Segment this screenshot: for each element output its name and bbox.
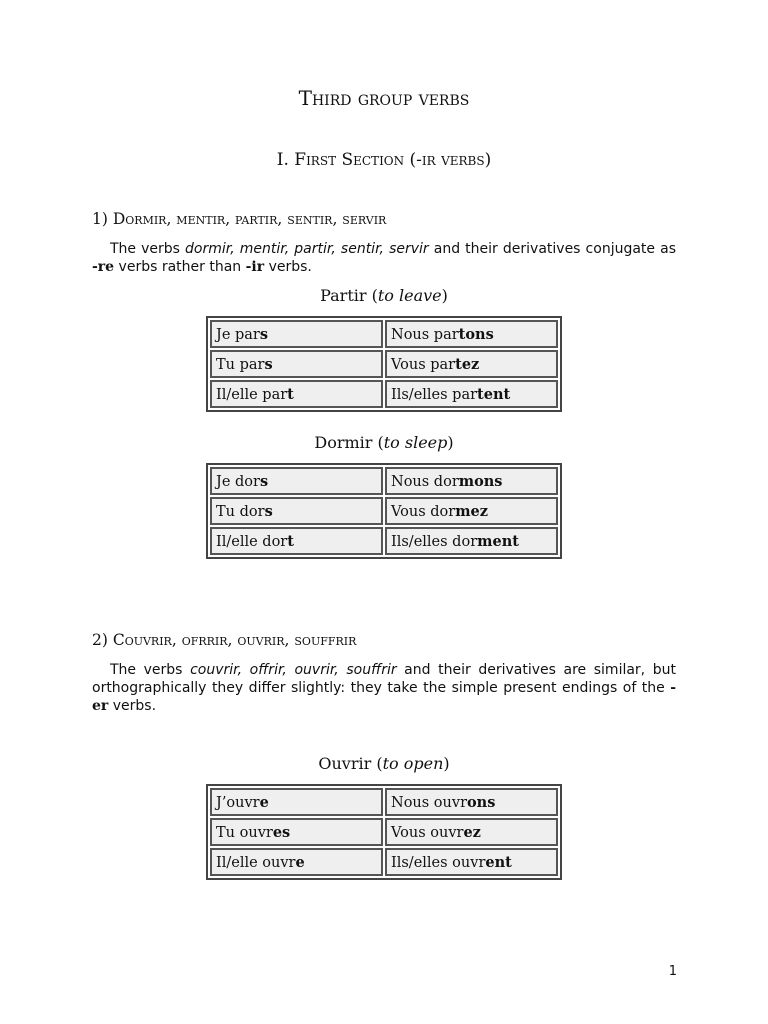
table-row	[210, 818, 558, 846]
para2-text-b: and their derivatives are similar, but orthographically they differ slightly: they take the simple present endings of the	[92, 662, 676, 696]
para1-text-d: verbs.	[264, 259, 312, 275]
table-cell	[385, 320, 558, 348]
partir-table	[206, 316, 562, 412]
verb-stem: Nous dor	[391, 473, 459, 490]
partir-heading	[0, 286, 768, 305]
ouvrir-table	[206, 784, 562, 880]
subsection-heading-2: 2) Couvrir, ofrrir, ouvrir, souffrir	[92, 631, 357, 649]
verb-ending: s	[264, 502, 273, 520]
table-cell	[385, 527, 558, 555]
paragraph-1	[92, 240, 676, 276]
table-cell	[385, 350, 558, 378]
ouvrir-heading	[0, 754, 768, 773]
page-title: Third group verbs	[298, 86, 470, 110]
verb-ending: e	[259, 793, 269, 811]
table-row	[210, 380, 558, 408]
table-cell	[210, 380, 383, 408]
verb-ending: s	[264, 355, 273, 373]
verb-ending: es	[272, 823, 291, 841]
verb-stem: Ils/elles dor	[391, 533, 478, 550]
section-heading: I. First Section (-ir verbs)	[276, 150, 492, 170]
subsection-heading-1: 1) Dormir, mentir, partir, sentir, servir	[92, 210, 387, 228]
verb-ending: ent	[485, 853, 512, 871]
verb-ending: s	[259, 325, 269, 343]
verb-ending: t	[287, 532, 294, 550]
table-cell	[385, 497, 558, 525]
para2-er: -er	[92, 680, 676, 714]
para2-text-c: verbs.	[108, 698, 157, 714]
verb-ending: tons	[458, 325, 494, 343]
verb-ending: ez	[463, 823, 481, 841]
verb-stem: Vous ouvr	[391, 824, 464, 841]
verb-stem: Vous par	[391, 356, 456, 373]
para2-verbs: couvrir, offrir, ouvrir, souffrir	[190, 662, 397, 678]
ouvrir-gloss: to open	[382, 754, 444, 773]
verb-ending: mons	[458, 472, 503, 490]
table-row	[210, 350, 558, 378]
verb-stem: Nous par	[391, 326, 459, 343]
para1-re: -re	[92, 259, 115, 275]
para1-text-b: and their derivatives conjugate as	[428, 241, 676, 257]
partir-gloss: to leave	[377, 286, 442, 305]
verb-ending: s	[259, 472, 269, 490]
table-cell	[385, 818, 558, 846]
verb-ending: e	[295, 853, 305, 871]
verb-ending: mez	[455, 502, 489, 520]
verb-ending: tent	[477, 385, 511, 403]
table-cell	[210, 527, 383, 555]
dormir-gloss: to sleep	[383, 433, 448, 452]
table-cell	[210, 818, 383, 846]
table-row	[210, 497, 558, 525]
verb-stem: Ils/elles par	[391, 386, 478, 403]
table-cell	[210, 320, 383, 348]
para1-text-a: The verbs	[110, 241, 186, 257]
ouvrir-close: )	[443, 754, 450, 773]
table-cell	[385, 467, 558, 495]
verb-ending: ons	[467, 793, 496, 811]
verb-stem: Il/elle par	[216, 386, 288, 403]
verb-stem: Vous dor	[391, 503, 456, 520]
table-row	[210, 527, 558, 555]
dormir-name: Dormir (	[314, 433, 384, 452]
table-cell	[210, 350, 383, 378]
table-cell	[210, 848, 383, 876]
para2-text-a: The verbs	[110, 662, 191, 678]
table-row	[210, 467, 558, 495]
dormir-heading	[0, 433, 768, 452]
verb-stem: Je par	[216, 326, 260, 343]
page-number: 1	[668, 964, 677, 979]
verb-stem: Ils/elles ouvr	[391, 854, 486, 871]
table-cell	[385, 380, 558, 408]
verb-stem: J’ouvr	[216, 794, 260, 811]
dormir-close: )	[447, 433, 454, 452]
verb-stem: Il/elle dor	[216, 533, 288, 550]
table-row	[210, 848, 558, 876]
verb-stem: Tu ouvr	[216, 824, 273, 841]
partir-close: )	[441, 286, 448, 305]
verb-stem: Tu par	[216, 356, 265, 373]
para1-text-c: verbs rather than	[114, 259, 246, 275]
verb-ending: ment	[477, 532, 519, 550]
paragraph-2	[92, 661, 676, 715]
table-cell	[385, 788, 558, 816]
verb-ending: tez	[455, 355, 480, 373]
verb-stem: Tu dor	[216, 503, 265, 520]
table-row	[210, 788, 558, 816]
dormir-table	[206, 463, 562, 559]
verb-stem: Nous ouvr	[391, 794, 467, 811]
table-cell	[210, 497, 383, 525]
table-cell	[385, 848, 558, 876]
table-cell	[210, 467, 383, 495]
para1-ir: -ir	[245, 259, 265, 275]
ouvrir-name: Ouvrir (	[318, 754, 383, 773]
table-row	[210, 320, 558, 348]
table-cell	[210, 788, 383, 816]
verb-stem: Je dor	[216, 473, 260, 490]
verb-ending: t	[287, 385, 294, 403]
partir-name: Partir (	[320, 286, 378, 305]
para1-verbs: dormir, mentir, partir, sentir, servir	[185, 241, 429, 257]
verb-stem: Il/elle ouvr	[216, 854, 296, 871]
